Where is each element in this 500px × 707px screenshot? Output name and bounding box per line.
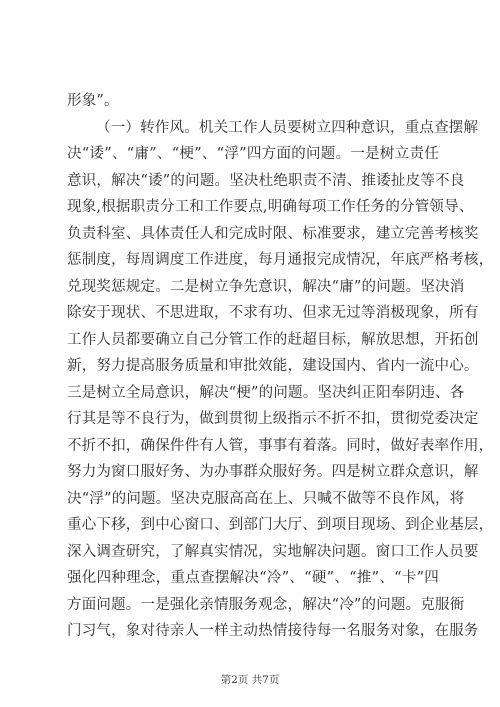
- text-line: 惩制度，每周调度工作进度，每月通报完成情况，年底严格考核，: [67, 252, 494, 268]
- text-line: （一）转作风。机关工作人员要树立四种意识，重点查摆解: [96, 119, 479, 136]
- text-line: 方面问题。一是强化亲情服务观念，解决“冷”的问题。克服衙: [67, 596, 465, 613]
- text-line: 决“浮”的问题。坚决克服高高在上、只喊不做等不良作风，将: [67, 490, 465, 507]
- text-line: 形象”。: [67, 93, 119, 109]
- text-line: 意识，解决“诿”的问题。坚决杜绝职责不清、推诿扯皮等不良: [67, 172, 465, 189]
- text-line: 强化四种理念，重点查摆解决“冷”、“硬”、“推”、“卡”四: [67, 570, 439, 586]
- text-line: 门习气，象对待亲人一样主动热情接待每一名服务对象，在服务: [67, 623, 479, 639]
- text-line: 行其是等不良行为，做到贯彻上级指示不折不扣，贯彻党委决定: [67, 411, 479, 427]
- text-line: 不折不扣，确保件件有人管，事事有着落。同时，做好表率作用，: [67, 437, 494, 454]
- text-line: 决“诿”、“庸”、“梗”、“浮”四方面的问题。一是树立责任: [67, 146, 439, 162]
- text-line: 负责科室、具体责任人和完成时限、标准要求，建立完善考核奖: [67, 225, 479, 242]
- text-line: 现象,根据职责分工和工作要点,明确每项工作任务的分管领导、: [67, 199, 474, 215]
- text-line: 努力为窗口服好务、为办事群众服好务。四是树立群众意识，解: [67, 464, 479, 480]
- text-line: 除安于现状、不思进取，不求有功、但求无过等消极现象，所有: [67, 305, 479, 321]
- page-number-footer: 第2页 共7页: [220, 674, 280, 686]
- text-line: 工作人员都要确立自己分管工作的赶超目标，解放思想，开拓创: [67, 331, 479, 348]
- text-line: 兑现奖惩规定。二是树立争先意识，解决“庸”的问题。坚决消: [67, 278, 465, 295]
- text-line: 重心下移，到中心窗口、到部门大厅、到项目现场、到企业基层，: [67, 517, 494, 533]
- text-line: 三是树立全局意识，解决“梗”的问题。坚决纠正阳奉阴违、各: [67, 384, 465, 401]
- body-text: [67, 88, 494, 645]
- text-line: 深入调查研究，了解真实情况，实地解决问题。窗口工作人员要: [67, 543, 479, 560]
- text-line: 新，努力提高服务质量和审批效能，建设国内、省内一流中心。: [67, 358, 479, 374]
